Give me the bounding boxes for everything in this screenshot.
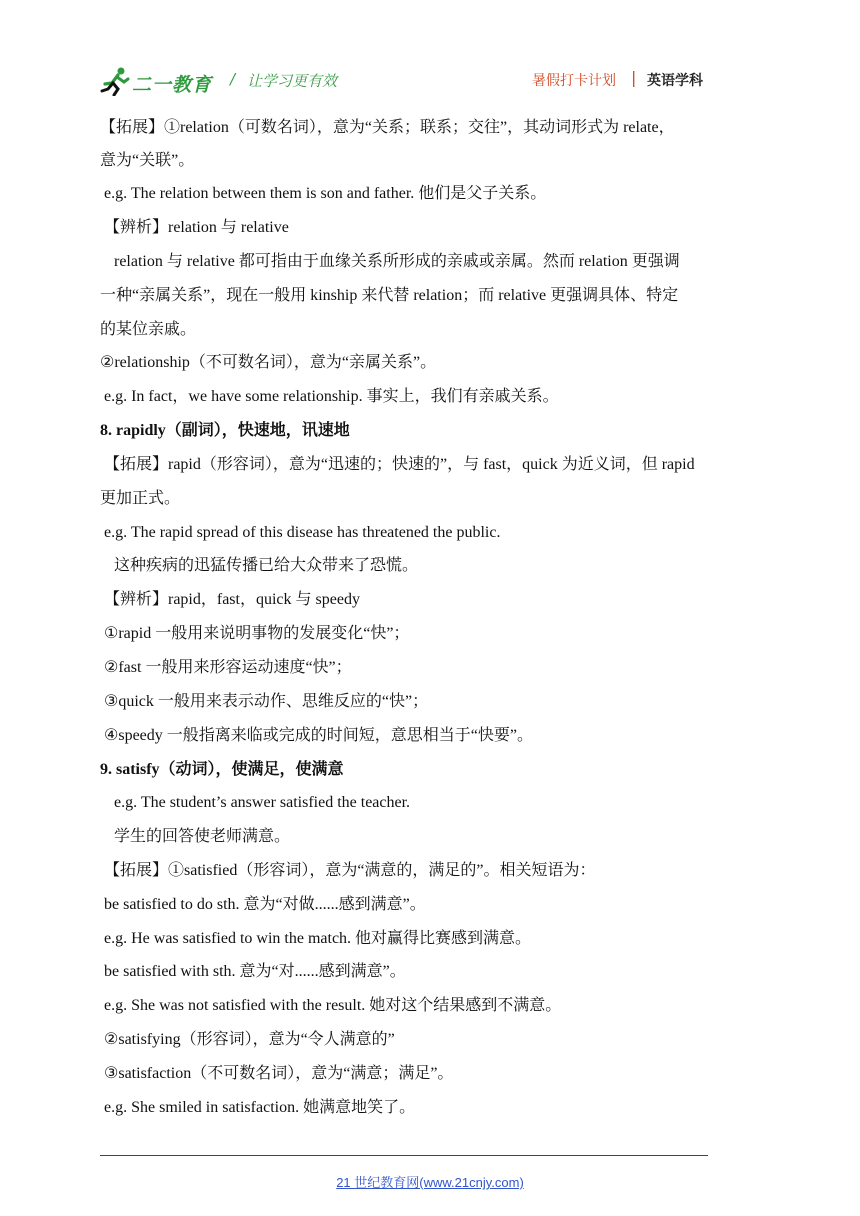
text-line: ②satisfying（形容词），意为“令人满意的” <box>104 1031 395 1048</box>
example-line: e.g. In fact，we have some relationship. 事实上，我们有亲戚关系。 <box>104 388 559 405</box>
runner-logo-icon <box>100 66 134 96</box>
text-line: ②relationship（不可数名词），意为“亲属关系”。 <box>100 354 437 371</box>
text-line: 的某位亲戚。 <box>100 321 197 338</box>
list-item: ④speedy 一般指离来临或完成的时间短，意思相当于“快要”。 <box>104 727 533 744</box>
text-line: 【拓展】rapid（形容词），意为“迅速的；快速的”，与 fast，quick 为近义词，但 rapid <box>104 456 695 473</box>
footer-link[interactable]: 21 世纪教育网(www.21cnjy.com) <box>336 1175 524 1190</box>
text-line: 更加正式。 <box>100 490 181 507</box>
subject-label: 英语学科 <box>647 73 703 89</box>
list-item: ③quick 一般用来表示动作、思维反应的“快”； <box>104 693 429 710</box>
footer-divider <box>100 1155 708 1156</box>
slogan: 让学习更有效 <box>247 72 338 90</box>
text-line: 【拓展】①satisfied（形容词），意为“满意的，满足的”。相关短语为： <box>104 862 596 879</box>
text-line: 意为“关联”。 <box>100 152 195 169</box>
translation-line: 这种疾病的迅猛传播已给大众带来了恐慌。 <box>114 557 419 574</box>
text-line: 【拓展】①relation（可数名词），意为“关系；联系；交往”，其动词形式为 relate， <box>100 119 675 136</box>
plan-label: 暑假打卡计划 <box>532 73 616 89</box>
list-item: ①rapid 一般用来说明事物的发展变化“快”； <box>104 625 410 642</box>
plan-separator: | <box>631 68 637 87</box>
word-heading: 8. rapidly（副词），快速地，讯速地 <box>100 422 350 439</box>
word-heading: 9. satisfy（动词），使满足，使满意 <box>100 761 344 778</box>
text-line: be satisfied with sth. 意为“对......感到满意”。 <box>104 963 406 980</box>
slogan-separator: / <box>230 70 236 88</box>
list-item: ②fast 一般用来形容运动速度“快”； <box>104 659 352 676</box>
example-line: e.g. The student’s answer satisfied the teacher. <box>114 794 411 811</box>
page-header <box>100 58 740 102</box>
text-line: 【辨析】relation 与 relative <box>104 219 289 236</box>
text-line: ③satisfaction（不可数名词），意为“满意；满足”。 <box>104 1065 454 1082</box>
logo <box>100 66 220 96</box>
example-line: e.g. The relation between them is son and father. 他们是父子关系。 <box>104 185 547 202</box>
text-line: relation 与 relative 都可指由于血缘关系所形成的亲戚或亲属。然而 relation 更强调 <box>114 253 680 270</box>
translation-line: 学生的回答使老师满意。 <box>114 828 291 845</box>
example-line: e.g. He was satisfied to win the match. 他对赢得比赛感到满意。 <box>104 930 532 947</box>
example-line: e.g. She was not satisfied with the result. 她对这个结果感到不满意。 <box>104 997 562 1014</box>
text-line: be satisfied to do sth. 意为“对做......感到满意”。 <box>104 896 426 913</box>
logo-text: 二一教育 <box>132 74 213 96</box>
text-line: 【辨析】rapid，fast，quick 与 speedy <box>104 591 360 608</box>
text-line: 一种“亲属关系”，现在一般用 kinship 来代替 relation；而 relative 更强调具体、特定 <box>100 287 679 304</box>
example-line: e.g. The rapid spread of this disease has threatened the public. <box>104 524 501 541</box>
example-line: e.g. She smiled in satisfaction. 她满意地笑了。 <box>104 1099 416 1116</box>
